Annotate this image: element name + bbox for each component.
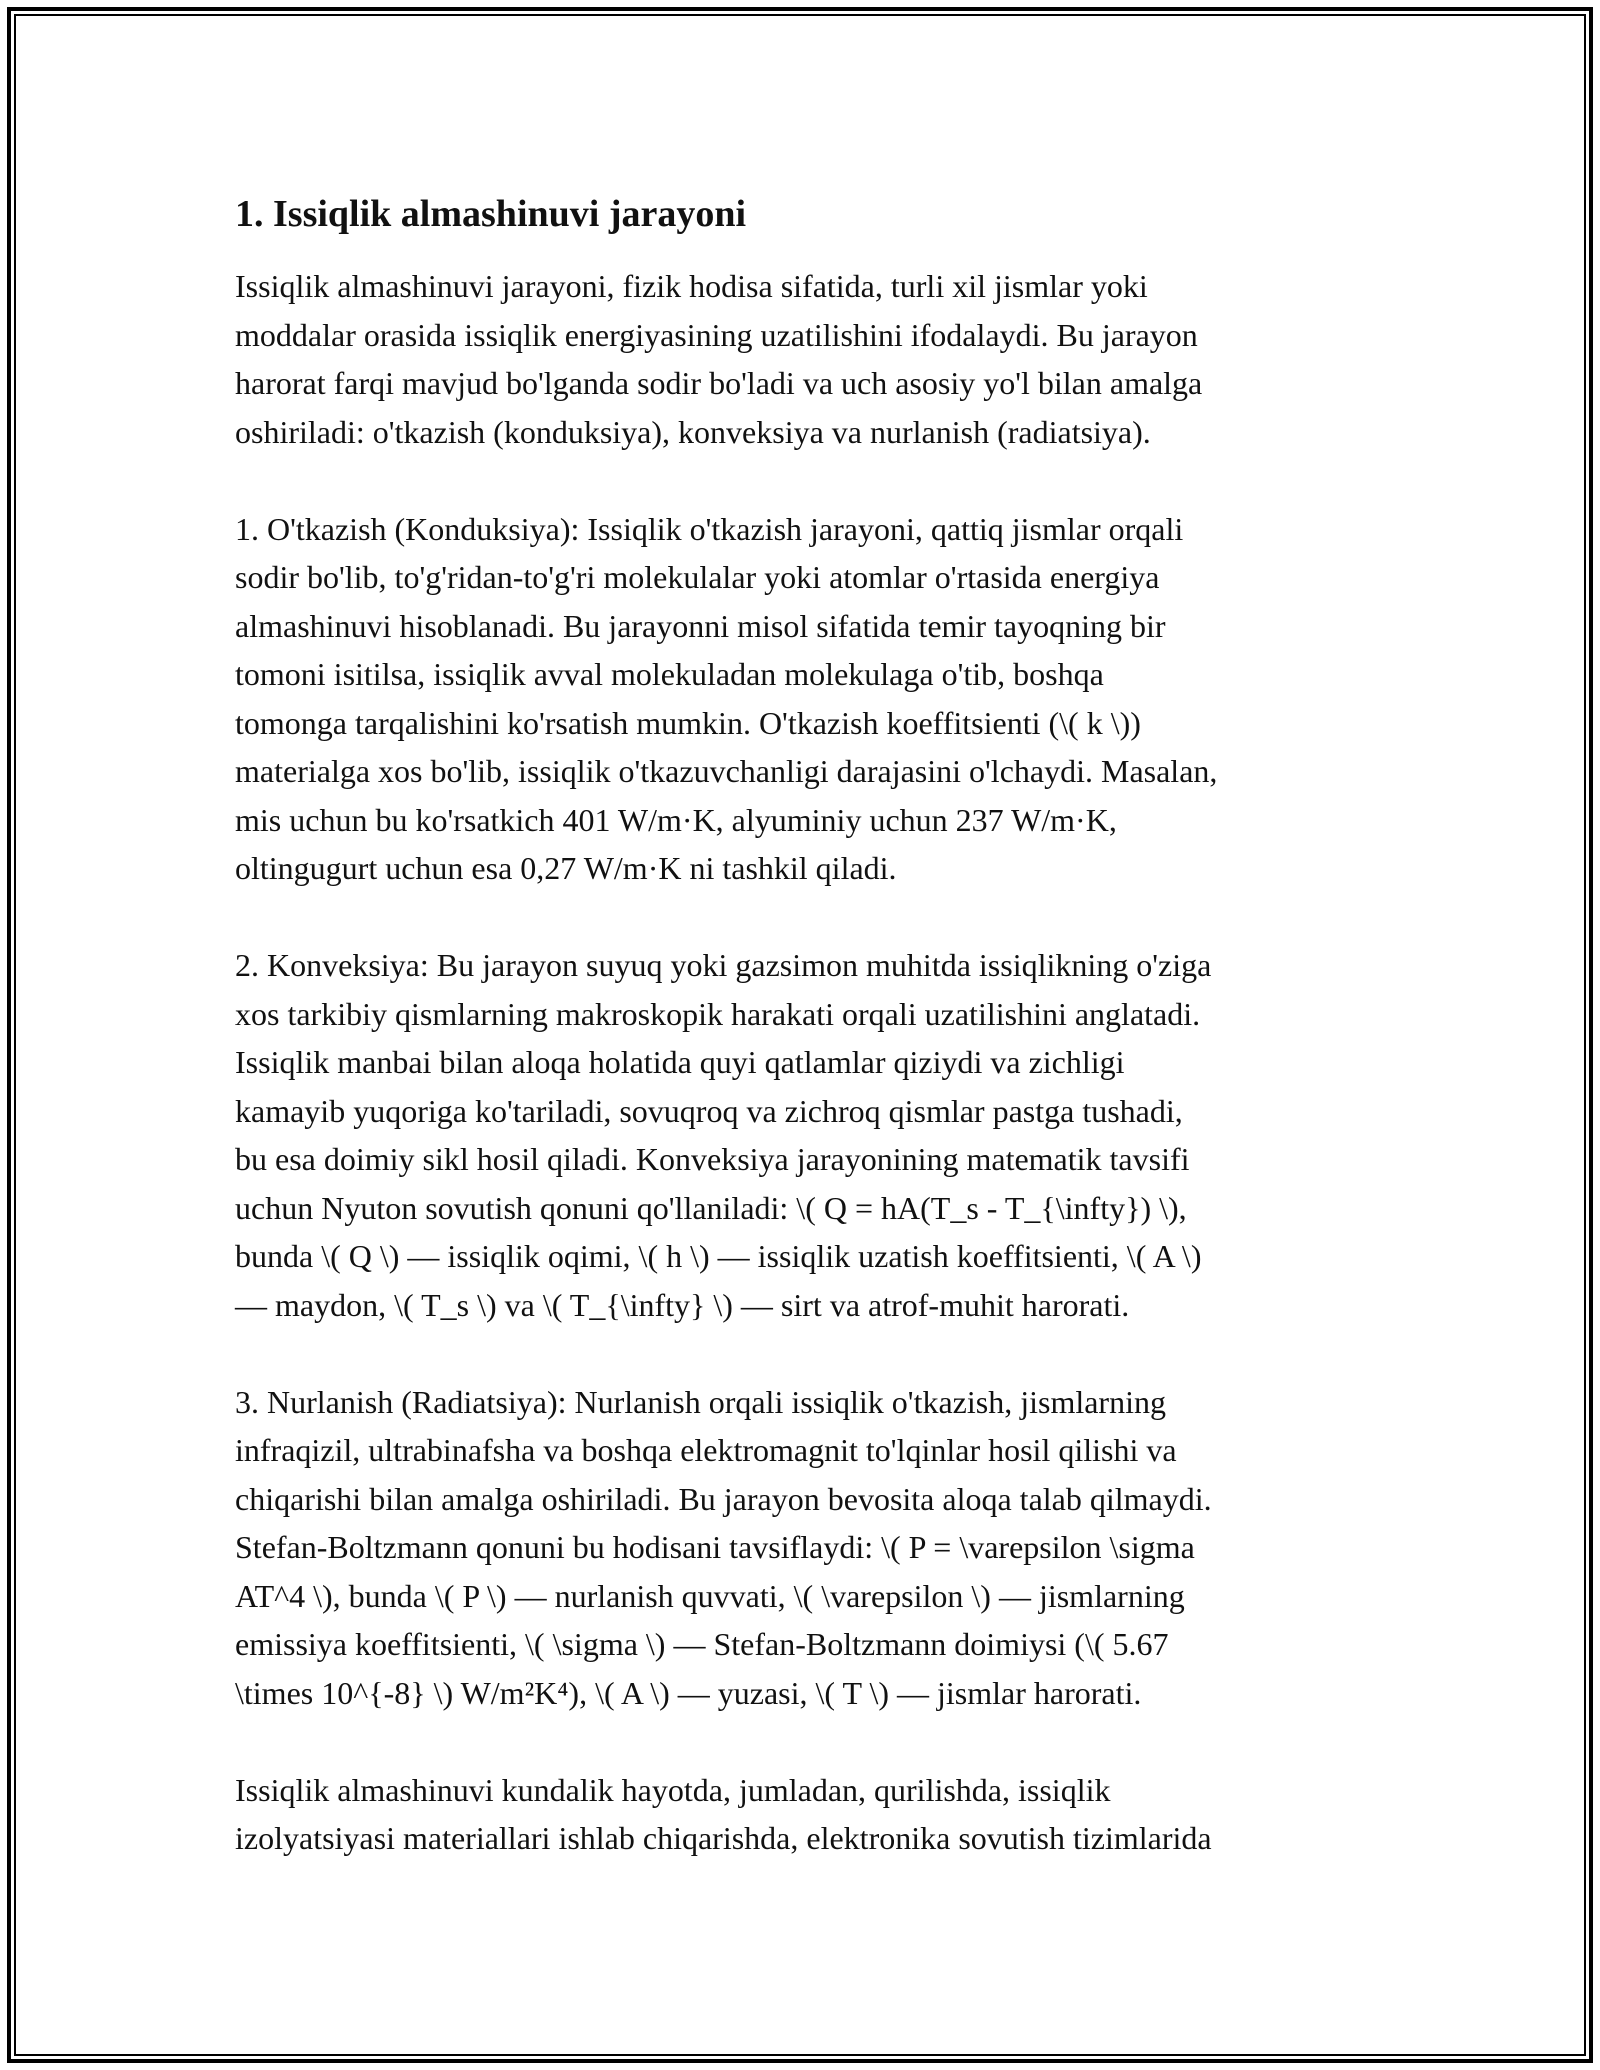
text-line: almashinuvi hisoblanadi. Bu jarayonni misol sifatida temir tayoqning bir — [235, 607, 1166, 644]
text-line: \times 10^{-8} \) W/m²K⁴), \( A \) — yuzasi, \( T \) — jismlar harorati. — [235, 1674, 1142, 1711]
text-line: Issiqlik almashinuvi kundalik hayotda, jumladan, qurilishda, issiqlik — [235, 1771, 1111, 1808]
radiation-paragraph — [235, 1378, 1375, 1718]
text-line: mis uchun bu ko'rsatkich 401 W/m·K, alyuminiy uchun 237 W/m·K, — [235, 801, 1117, 838]
text-line: 2. Konveksiya: Bu jarayon suyuq yoki gazsimon muhitda issiqlikning o'ziga — [235, 947, 1212, 983]
text-line: oltingugurt uchun esa 0,27 W/m·K ni tashkil qiladi. — [235, 850, 897, 886]
text-line: Stefan-Boltzmann qonuni bu hodisani tavsiflaydi: \( P = \varepsilon \sigma — [235, 1529, 1195, 1565]
section-title: 1. Issiqlik almashinuvi jarayoni — [235, 193, 747, 235]
text-line: tomonga tarqalishini ko'rsatish mumkin. O'tkazish koeffitsienti (\( k \)) — [235, 704, 1141, 741]
text-line: xos tarkibiy qismlarning makroskopik harakati orqali uzatilishini anglatadi. — [235, 995, 1201, 1032]
text-line: Issiqlik almashinuvi jarayoni, fizik hodisa sifatida, turli xil jismlar yoki — [235, 268, 1148, 304]
text-line: 1. O'tkazish (Konduksiya): Issiqlik o'tkazish jarayoni, qattiq jismlar orqali — [235, 510, 1184, 547]
convection-paragraph — [235, 941, 1375, 1329]
text-line: bu esa doimiy sikl hosil qiladi. Konveksiya jarayonining matematik tavsifi — [235, 1141, 1190, 1177]
text-line: 3. Nurlanish (Radiatsiya): Nurlanish orqali issiqlik o'tkazish, jismlarning — [235, 1383, 1166, 1420]
text-line: kamayib yuqoriga ko'tariladi, sovuqroq va zichroq qismlar pastga tushadi, — [235, 1092, 1183, 1129]
text-line: oshiriladi: o'tkazish (konduksiya), konveksiya va nurlanish (radiatsiya). — [235, 413, 1151, 450]
conduction-paragraph — [235, 505, 1375, 893]
text-line: emissiya koeffitsienti, \( \sigma \) — Stefan-Boltzmann doimiysi (\( 5.67 — [235, 1626, 1169, 1662]
text-line: infraqizil, ultrabinafsha va boshqa elektromagnit to'lqinlar hosil qilishi va — [235, 1432, 1177, 1468]
text-line: — maydon, \( T_s \) va \( T_{\infty} \) — sirt va atrof-muhit harorati. — [235, 1286, 1130, 1323]
text-line: tomoni isitilsa, issiqlik avval molekuladan molekulaga o'tib, boshqa — [235, 656, 1104, 692]
text-line: harorat farqi mavjud bo'lganda sodir bo'ladi va uch asosiy yo'l bilan amalga — [235, 365, 1203, 401]
text-line: moddalar orasida issiqlik energiyasining uzatilishini ifodalaydi. Bu jarayon — [235, 316, 1198, 353]
text-line: materialga xos bo'lib, issiqlik o'tkazuvchanligi darajasini o'lchaydi. Masalan, — [235, 753, 1218, 789]
text-line: uchun Nyuton sovutish qonuni qo'llaniladi: \( Q = hA(T_s - T_{\infty}) \), — [235, 1189, 1187, 1226]
text-line: Issiqlik manbai bilan aloqa holatida quyi qatlamlar qiziydi va zichligi — [235, 1044, 1125, 1080]
text-line: sodir bo'lib, to'g'ridan-to'g'ri molekulalar yoki atomlar o'rtasida energiya — [235, 559, 1160, 595]
conclusion-paragraph — [235, 1766, 1375, 1863]
document-body — [235, 190, 1375, 1863]
text-line: bunda \( Q \) — issiqlik oqimi, \( h \) — issiqlik uzatish koeffitsienti, \( A \) — [235, 1238, 1202, 1274]
text-line: AT^4 \), bunda \( P \) — nurlanish quvvati, \( \varepsilon \) — jismlarning — [235, 1577, 1185, 1614]
intro-paragraph — [235, 262, 1375, 456]
text-line: chiqarishi bilan amalga oshiriladi. Bu jarayon bevosita aloqa talab qilmaydi. — [235, 1480, 1212, 1517]
text-line: izolyatsiyasi materiallari ishlab chiqarishda, elektronika sovutish tizimlarida — [235, 1820, 1212, 1856]
